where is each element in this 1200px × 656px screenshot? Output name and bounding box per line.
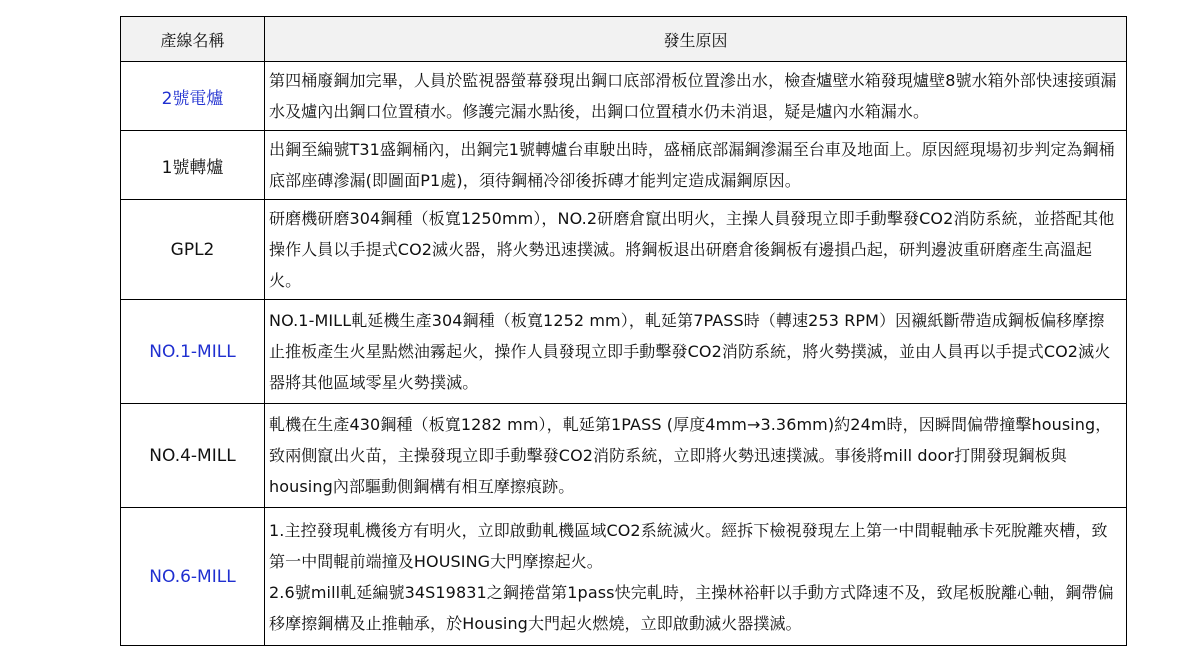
table-row — [121, 300, 1127, 404]
incident-table — [120, 16, 1127, 646]
cause-paragraph: 研磨機研磨304鋼種（板寬1250mm），NO.2研磨倉竄出明火，主操人員發現立即手動擊發CO2消防系統，並搭配其他操作人員以手提式CO2滅火器，將火勢迅速撲滅。將鋼板退出研磨倉後鋼板有邊損凸起，研判邊波重研磨產生高溫起火。 — [269, 209, 1115, 290]
cause-paragraph: 出鋼至編號T31盛鋼桶內，出鋼完1號轉爐台車駛出時，盛桶底部漏鋼滲漏至台車及地面上。原因經現場初步判定為鋼桶底部座磚滲漏(即圖面P1處)，須待鋼桶冷卻後拆磚才能判定造成漏鋼原因。 — [269, 140, 1115, 190]
line-name-cell: NO.4-MILL — [121, 404, 265, 508]
table-row — [121, 200, 1127, 300]
line-name-cell: NO.6-MILL — [121, 508, 265, 646]
cause-paragraph: 第四桶廢鋼加完畢，人員於監視器螢幕發現出鋼口底部滑板位置滲出水，檢查爐壁水箱發現爐壁8號水箱外部快速接頭漏水及爐內出鋼口位置積水。修護完漏水點後，出鋼口位置積水仍未消退，疑是爐內水箱漏水。 — [269, 71, 1117, 121]
cause-cell — [265, 300, 1127, 404]
table-row — [121, 62, 1127, 131]
cause-paragraph: 1.主控發現軋機後方有明火，立即啟動軋機區域CO2系統滅火。經拆下檢視發現左上第一中間輥軸承卡死脫離夾槽，致第一中間輥前端撞及HOUSING大門摩擦起火。 — [269, 520, 1108, 571]
line-name-cell: 2號電爐 — [121, 62, 265, 131]
cause-paragraph: 軋機在生產430鋼種（板寬1282 mm），軋延第1PASS (厚度4mm→3.36mm)約24m時，因瞬間偏帶撞擊housing，致兩側竄出火苗，主操發現立即手動擊發CO2消防系統，立即將火勢迅速撲滅。事後將mill door打開發現鋼板與housing內部驅動側鋼構有相互摩擦痕跡。 — [269, 415, 1112, 496]
table-row — [121, 508, 1127, 646]
line-name-cell: NO.1-MILL — [121, 300, 265, 404]
cause-cell — [265, 508, 1127, 646]
cause-cell — [265, 404, 1127, 508]
header-cause: 發生原因 — [265, 17, 1127, 62]
cause-paragraph: 2.6號mill軋延編號34S19831之鋼捲當第1pass快完軋時，主操林裕軒以手動方式降速不及，致尾板脫離心軸，鋼帶偏移摩擦鋼構及止推軸承，於Housing大門起火燃燒，立即啟動滅火器撲滅。 — [269, 582, 1114, 633]
line-name-cell: 1號轉爐 — [121, 131, 265, 200]
header-line-name: 產線名稱 — [121, 17, 265, 62]
cause-cell — [265, 200, 1127, 300]
table-header-row — [121, 17, 1127, 62]
table-row — [121, 404, 1127, 508]
cause-cell — [265, 131, 1127, 200]
table-row — [121, 131, 1127, 200]
cause-paragraph: NO.1-MILL軋延機生產304鋼種（板寬1252 mm），軋延第7PASS時（轉速253 RPM）因襯紙斷帶造成鋼板偏移摩擦止推板產生火星點燃油霧起火，操作人員發現立即手動擊發CO2消防系統，將火勢撲滅，並由人員再以手提式CO2滅火器將其他區域零星火勢撲滅。 — [269, 311, 1111, 392]
line-name-cell: GPL2 — [121, 200, 265, 300]
cause-cell — [265, 62, 1127, 131]
